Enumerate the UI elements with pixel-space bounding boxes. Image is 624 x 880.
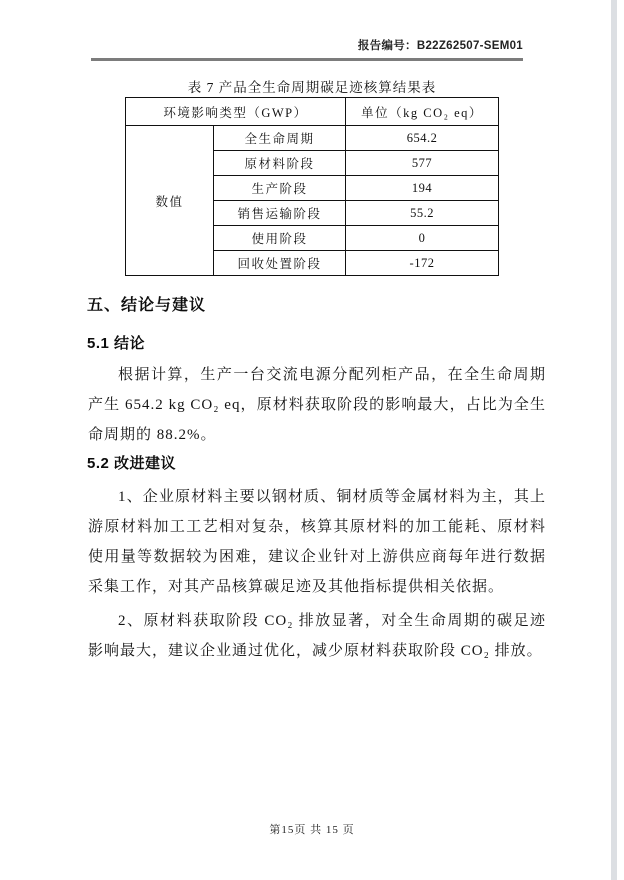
table-header-row <box>126 98 499 126</box>
table-caption: 表 7 产品全生命周期碳足迹核算结果表 <box>187 80 437 95</box>
table-row <box>126 126 499 151</box>
stage-value: 0 <box>346 226 499 251</box>
stage-label: 原材料阶段 <box>214 151 346 176</box>
page-edge-strip <box>611 0 617 880</box>
paragraph-conclusion: 根据计算，生产一台交流电源分配列柜产品，在全生命周期产生 654.2 kg CO₂ eq，原材料获取阶段的影响最大，占比为全生命周期的 88.2%。 <box>88 367 546 443</box>
stage-value: 577 <box>346 151 499 176</box>
report-number-label: 报告编号：B22Z62507-SEM01 <box>357 40 523 52</box>
subsection-title-5-2: 5.2 改进建议 <box>87 455 177 472</box>
stage-label: 生产阶段 <box>214 176 346 201</box>
lca-results-table <box>125 97 499 276</box>
stage-value: 654.2 <box>346 126 499 151</box>
stage-value: 55.2 <box>346 201 499 226</box>
page-number-footer: 第15页 共 15 页 <box>269 824 355 836</box>
header-divider <box>91 58 523 61</box>
row-group-label: 数值 <box>126 126 214 276</box>
stage-label: 回收处置阶段 <box>214 251 346 276</box>
column-header-impact-type: 环境影响类型（GWP） <box>126 98 346 126</box>
paragraph-suggestion-2: 2、原材料获取阶段 CO₂ 排放显著，对全生命周期的碳足迹影响最大，建议企业通过优化，减少原材料获取阶段 CO₂ 排放。 <box>88 613 546 659</box>
column-header-unit: 单位（kg CO₂ eq） <box>346 98 499 126</box>
stage-value: 194 <box>346 176 499 201</box>
subsection-title-5-1: 5.1 结论 <box>87 335 146 352</box>
stage-value: -172 <box>346 251 499 276</box>
stage-label: 使用阶段 <box>214 226 346 251</box>
paragraph-suggestion-1: 1、企业原材料主要以钢材质、铜材质等金属材料为主，其上游原材料加工工艺相对复杂，核算其原材料的加工能耗、原材料使用量等数据较为困难，建议企业针对上游供应商每年进行数据采集工作，对其产品核算碳足迹及其他指标提供相关依据。 <box>88 489 546 595</box>
stage-label: 销售运输阶段 <box>214 201 346 226</box>
section-heading-conclusion: 五、结论与建议 <box>87 297 207 314</box>
stage-label: 全生命周期 <box>214 126 346 151</box>
